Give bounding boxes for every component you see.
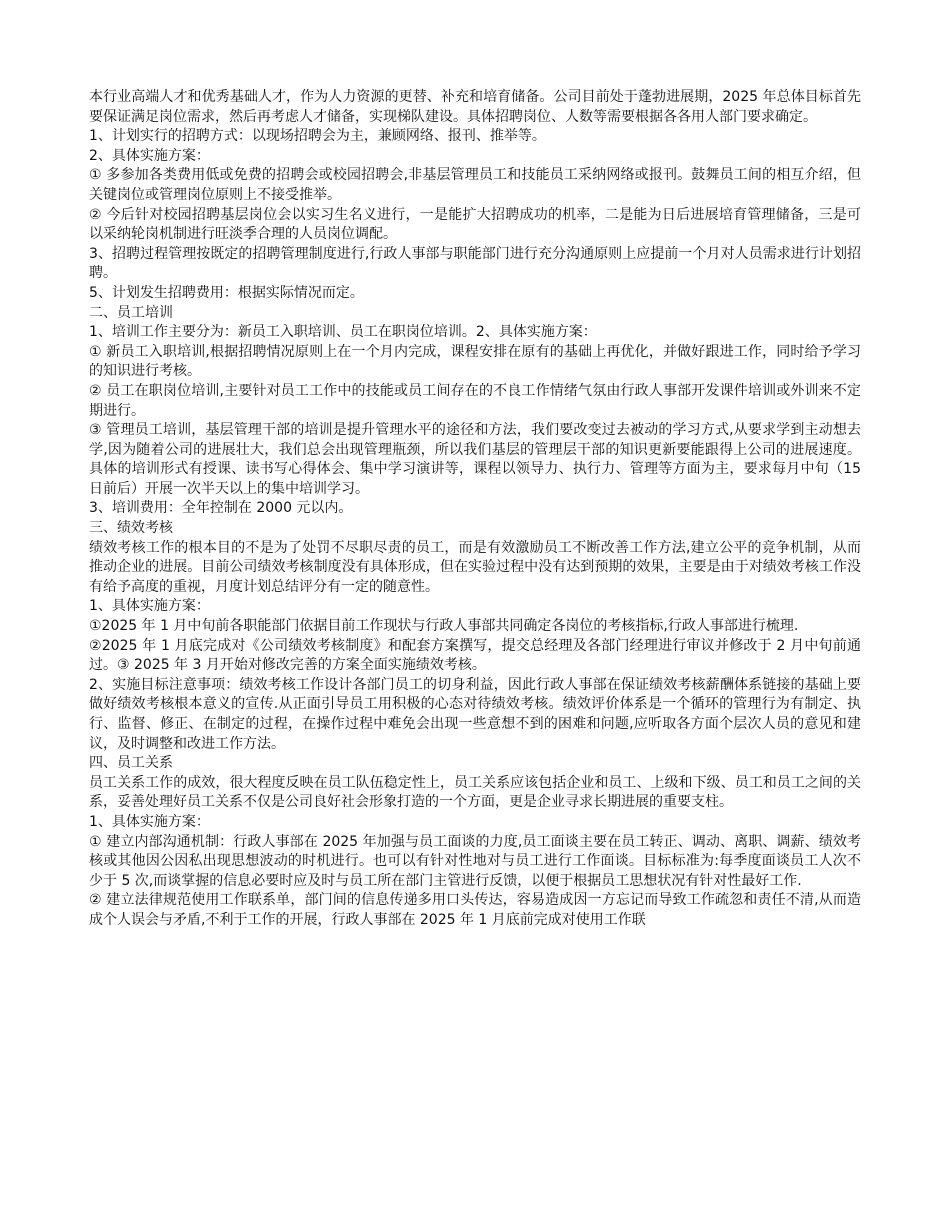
paragraph: 2、实施目标注意事项：绩效考核工作设计各部门员工的切身利益，因此行政人事部在保证绩效考核薪酬体系链接的基础上要做好绩效考核根本意义的宣传.从正面引导员工用积极的心态对待绩效考核。绩效评价体系是一个循环的管理行为有制定、执行、监督、修正、在制定的过程，在操作过程中难免会出现一些意想不到的困难和问题,应听取各方面个层次人员的意见和建议，及时调整和改进工作方法。 [89,676,861,752]
paragraph: 绩效考核工作的根本目的不是为了处罚不尽职尽责的员工，而是有效激励员工不断改善工作方法,建立公平的竞争机制，从而推动企业的进展。目前公司绩效考核制度没有具体形成，但在实验过程中没有达到预期的效果，主要是由于对绩效考核工作没有给予高度的重视，月度计划总结评分有一定的随意性。 [89,539,861,595]
paragraph: ③ 管理员工培训，基层管理干部的培训是提升管理水平的途径和方法，我们要改变过去被动的学习方式,从要求学到主动想去学,因为随着公司的进展壮大，我们总会出现管理瓶颈，所以我们基层的管理层干部的知识更新要能跟得上公司的进展速度。具体的培训形式有授课、读书写心得体会、集中学习演讲等，课程以领导力、执行力、管理等方面为主，要求每月中旬（15 日前后）开展一次半天以上的集中培训学习。 [89,422,861,497]
paragraph: 3、培训费用：全年控制在 2000 元以内。 [89,500,353,517]
paragraph: ① 建立内部沟通机制：行政人事部在 2025 年加强与员工面谈的力度,员工面谈主要在员工转正、调动、离职、调薪、绩效考核或其他因公因私出现思想波动的时机进行。也可以有针对性地对与员工进行工作面谈。目标标准为:每季度面谈员工人次不少于 5 次,而谈掌握的信息必要时应及时与员工所在部门主管进行反馈，以便于根据员工思想状况有针对性最好工作. [89,833,861,889]
paragraph: ②2025 年 1 月底完成对《公司绩效考核制度》和配套方案撰写，提交总经理及各部门经理进行审议并修改于 2 月中旬前通过。③ 2025 年 3 月开始对修改完善的方案全面实施绩效考核。 [89,637,861,674]
paragraph: ①2025 年 1 月中旬前各职能部门依据目前工作现状与行政人事部共同确定各岗位的考核指标,行政人事部进行梳理. [89,618,799,635]
paragraph: 1、计划实行的招聘方式：以现场招聘会为主，兼顾网络、报刊、推举等。 [89,128,546,145]
paragraph: 2、具体实施方案： [89,147,210,164]
document-body [89,88,861,931]
paragraph: ② 今后针对校园招聘基层岗位会以实习生名义进行，一是能扩大招聘成功的机率，二是能为日后进展培育管理储备，三是可以采纳轮岗机制进行旺淡季合理的人员岗位调配。 [89,206,861,243]
paragraph: 1、具体实施方案： [89,598,210,615]
paragraph: ① 多参加各类费用低或免费的招聘会或校园招聘会,非基层管理员工和技能员工采纳网络或报刊。鼓舞员工间的相互介绍，但关键岗位或管理岗位原则上不接受推举。 [89,167,861,203]
paragraph: 5、计划发生招聘费用：根据实际情况而定。 [89,284,364,301]
paragraph: 本行业高端人才和优秀基础人才，作为人力资源的更替、补充和培育储备。公司目前处于蓬勃进展期，2025 年总体目标首先要保证满足岗位需求，然后再考虑人才储备，实现梯队建设。具体招聘岗位、人数等需要根据各各用人部门要求确定。 [89,89,861,125]
paragraph: 1、具体实施方案： [89,813,210,830]
section-heading: 二、员工培训 [89,304,173,321]
paragraph: 3、招聘过程管理按既定的招聘管理制度进行,行政人事部与职能部门进行充分沟通原则上应提前一个月对人员需求进行计划招聘。 [89,245,861,282]
paragraph: 员工关系工作的成效，很大程度反映在员工队伍稳定性上，员工关系应该包括企业和员工、上级和下级、员工和员工之间的关系，妥善处理好员工关系不仅是公司良好社会形象打造的一个方面，更是企业寻求长期进展的重要支柱。 [89,774,861,811]
section-heading: 四、员工关系 [89,755,173,772]
section-heading: 三、绩效考核 [89,520,173,537]
paragraph: ② 建立法律规范使用工作联系单，部门间的信息传递多用口头传达，容易造成因一方忘记而导致工作疏忽和责任不清,从而造成个人误会与矛盾,不利于工作的开展，行政人事部在 2025 年 1 月底前完成对使用工作联 [89,892,861,928]
paragraph: ① 新员工入职培训,根据招聘情况原则上在一个月内完成，课程安排在原有的基础上再优化，并做好跟进工作，同时给予学习的知识进行考核。 [89,343,861,380]
paragraph: ② 员工在职岗位培训,主要针对员工工作中的技能或员工间存在的不良工作情绪气氛由行政人事部开发课件培训或外训来不定期进行。 [89,382,861,419]
paragraph: 1、培训工作主要分为：新员工入职培训、员工在职岗位培训。2、具体实施方案： [89,324,597,341]
